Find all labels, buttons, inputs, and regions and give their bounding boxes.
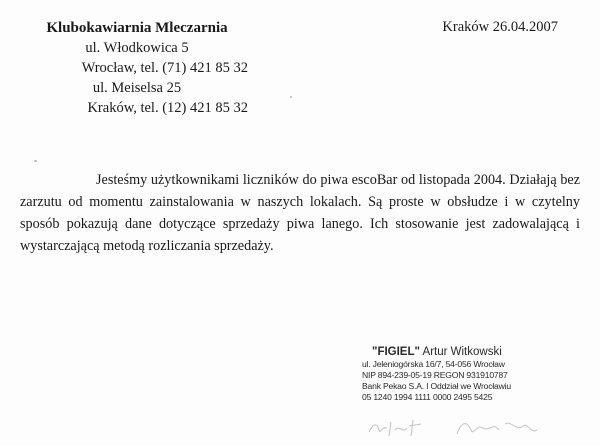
sender-phone-krakow: Kraków, tel. (12) 421 85 32 bbox=[87, 100, 248, 116]
sender-address-wroclaw: ul. Włodkowica 5 bbox=[85, 40, 189, 56]
stamp-account: 05 1240 1994 1111 0000 2495 5425 bbox=[362, 392, 493, 402]
body-continuation: Działają bez zarzutu od momentu zainstalowania w naszych lokalach. Są proste w obsłudze i w czytelny sposób pokazują dane dotyczące sprzedaży piwa lanego. Ich stosowanie jest zadowalającą i wystarczającą metodą rozliczania sprzedaży. bbox=[20, 172, 581, 254]
scan-speck bbox=[290, 96, 292, 98]
letter-body bbox=[20, 169, 580, 257]
stamp-address: ul. Jeleniogórska 16/7, 54-056 Wrocław bbox=[362, 359, 505, 369]
stamp-tax-ids: NIP 894-239-05-19 REGON 931910787 bbox=[362, 370, 508, 380]
company-stamp bbox=[362, 345, 542, 403]
sender-address-krakow: ul. Meiselsa 25 bbox=[92, 80, 182, 96]
scan-speck bbox=[34, 160, 37, 162]
sender-phone-wroclaw: Wrocław, tel. (71) 421 85 32 bbox=[81, 60, 248, 76]
sender-name: Klubokawiarnia Mleczarnia bbox=[46, 20, 228, 36]
stamp-bank: Bank Pekao S.A. I Oddział we Wrocławiu bbox=[362, 381, 511, 391]
stamp-company-name: "FIGIEL" bbox=[372, 346, 420, 358]
body-first-line: Jesteśmy użytkownikami liczników do piwa escoBar od listopada 2004. bbox=[96, 172, 506, 188]
handwritten-signature bbox=[365, 412, 545, 442]
letter-date: Kraków 26.04.2007 bbox=[442, 19, 558, 35]
sender-block bbox=[22, 18, 252, 118]
stamp-title bbox=[362, 345, 542, 359]
stamp-owner-name: Artur Witkowski bbox=[422, 346, 502, 358]
